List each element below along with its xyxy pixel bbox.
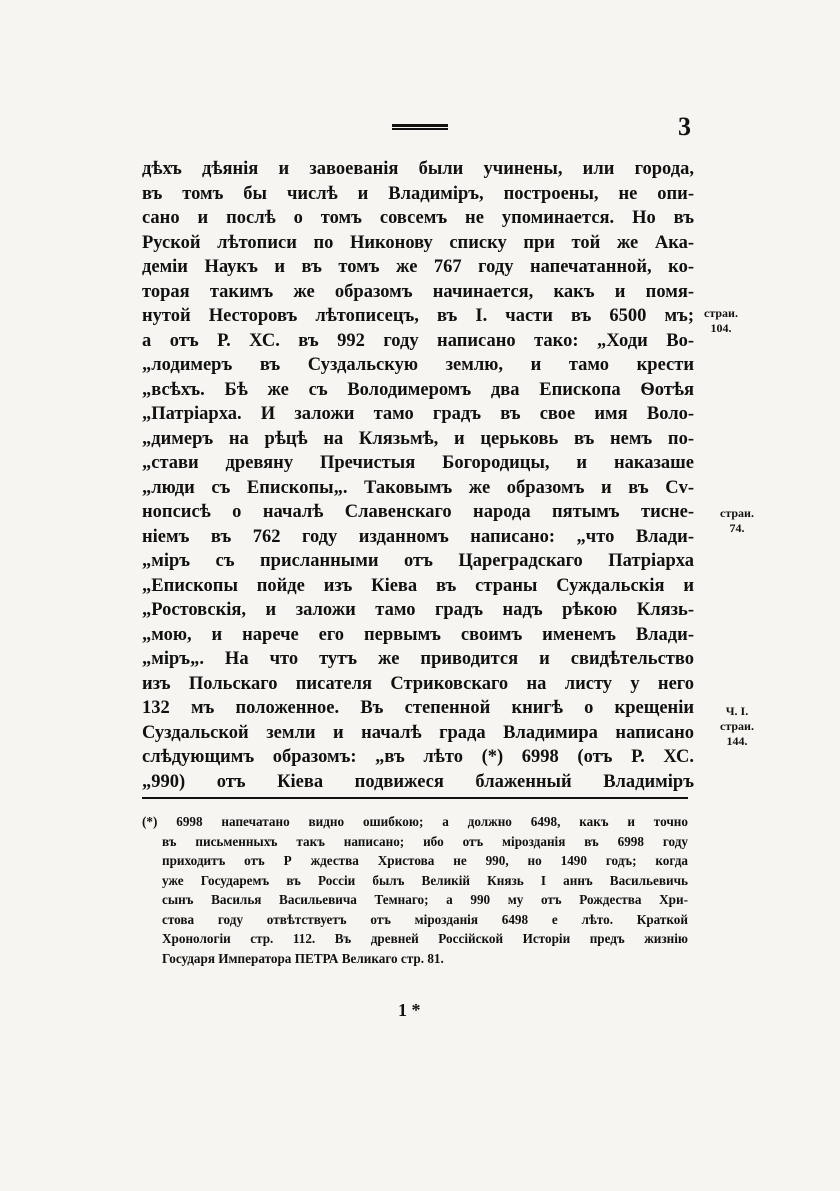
body-line: слѣдующимъ образомъ: „въ лѣто (*) 6998 (отъ Р. ХС. xyxy=(142,747,694,767)
body-text xyxy=(142,157,694,794)
signature-mark: 1 * xyxy=(398,1000,421,1020)
header-ornament xyxy=(392,124,448,131)
margin-note-line: страи. xyxy=(720,506,754,520)
body-line: Суздальской земли и началѣ града Владимира написано xyxy=(142,722,694,743)
margin-note-line: 74. xyxy=(729,521,745,535)
body-line: „міръ съ присланными отъ Цареградскаго Патріарха xyxy=(142,551,694,571)
footnote-line: Хронологіи стр. 112. Въ древней Россійской Исторіи предъ жизнію xyxy=(162,931,688,946)
body-line: 132 мъ положенное. Въ степенной книгѣ о крещеніи xyxy=(142,698,694,718)
footnote-line: стова году отвѣтствуетъ отъ мірозданія 6498 е лѣто. Краткой xyxy=(162,911,688,927)
body-line: „стави древяну Пречистыя Богородицы, и наказаше xyxy=(142,453,694,473)
footnote-line: уже Государемъ въ Россіи былъ Великій Князь I аннъ Васильевичь xyxy=(162,872,688,888)
body-line: „лодимеръ въ Суздальскую землю, и тамо крести xyxy=(142,355,694,375)
footnote-line: приходитъ отъ Р ждества Христова не 990, но 1490 годъ; когда xyxy=(162,853,688,868)
footnote-line: въ письменныхъ такъ написано; ибо отъ мірозданія въ 6998 году xyxy=(162,833,688,849)
margin-note xyxy=(711,506,763,536)
footnote xyxy=(142,812,688,968)
footnote-divider xyxy=(142,797,688,799)
body-line: деміи Наукъ и въ томъ же 767 году напечатанной, ко- xyxy=(142,257,694,277)
body-line: „мою, и нарече его первымъ своимъ именемъ Влади- xyxy=(142,624,694,645)
body-line: „димеръ на рѣцѣ на Клязьмѣ, и церьковь въ немъ по- xyxy=(142,428,694,449)
body-line: „Ростовскія, и заложи тамо градъ надъ рѣкою Клязь- xyxy=(142,600,694,620)
body-line: „міръ„. На что тутъ же приводится и свидѣтельство xyxy=(142,649,694,669)
body-line: сано и послѣ о томъ совсемъ не упоминается. Но въ xyxy=(142,208,694,228)
margin-note-line: 104. xyxy=(710,321,732,335)
body-line: дѣхъ дѣянія и завоеванія были учинены, или города, xyxy=(142,159,694,179)
body-line: „Патріарха. И заложи тамо градъ въ свое имя Воло- xyxy=(142,404,694,424)
margin-note-line: страи. xyxy=(720,719,754,733)
body-line: ніемъ въ 762 году изданномъ написано: „что Влади- xyxy=(142,526,694,547)
body-line: „990) отъ Кіева подвижеся блаженный Владиміръ xyxy=(142,771,694,792)
body-line: а отъ Р. ХС. въ 992 году написано тако: „Ходи Во- xyxy=(142,330,694,351)
body-line: „всѣхъ. Бѣ же съ Володимеромъ два Епископа Ѳотѣя xyxy=(142,379,694,400)
margin-note xyxy=(695,306,747,336)
footnote-line: Государя Императора ПЕТРА Великаго стр. 81. xyxy=(162,950,444,966)
body-line: „Епископы пойде изъ Кіева въ страны Суждальскія и xyxy=(142,575,694,596)
margin-note-line: страи. xyxy=(704,306,738,320)
page-number: 3 xyxy=(678,112,691,141)
footnote-line: сынъ Василья Васильевича Темнаго; а 990 му отъ Рождества Хри- xyxy=(162,892,688,907)
body-line: въ томъ бы числѣ и Владиміръ, построены, не опи- xyxy=(142,183,694,204)
body-line: Руской лѣтописи по Никонову списку при той же Ака- xyxy=(142,232,694,253)
margin-note-line: 144. xyxy=(726,734,748,748)
footnote-line: (*) 6998 напечатано видно ошибкою; а должно 6498, какъ и точно xyxy=(142,814,688,829)
body-line: нутой Несторовъ лѣтописецъ, въ I. части въ 6500 мъ; xyxy=(142,306,694,326)
margin-note xyxy=(711,704,763,749)
body-line: нопсисѣ о началѣ Славенскаго народа пятымъ тисне- xyxy=(142,502,694,522)
body-line: изъ Польскаго писателя Стриковскаго на листу у него xyxy=(142,673,694,694)
body-line: торая такимъ же образомъ начинается, какъ и помя- xyxy=(142,281,694,302)
margin-note-line: Ч. I. xyxy=(725,704,749,718)
body-line: „люди съ Епископы„. Таковымъ же образомъ и въ Сv- xyxy=(142,477,694,498)
